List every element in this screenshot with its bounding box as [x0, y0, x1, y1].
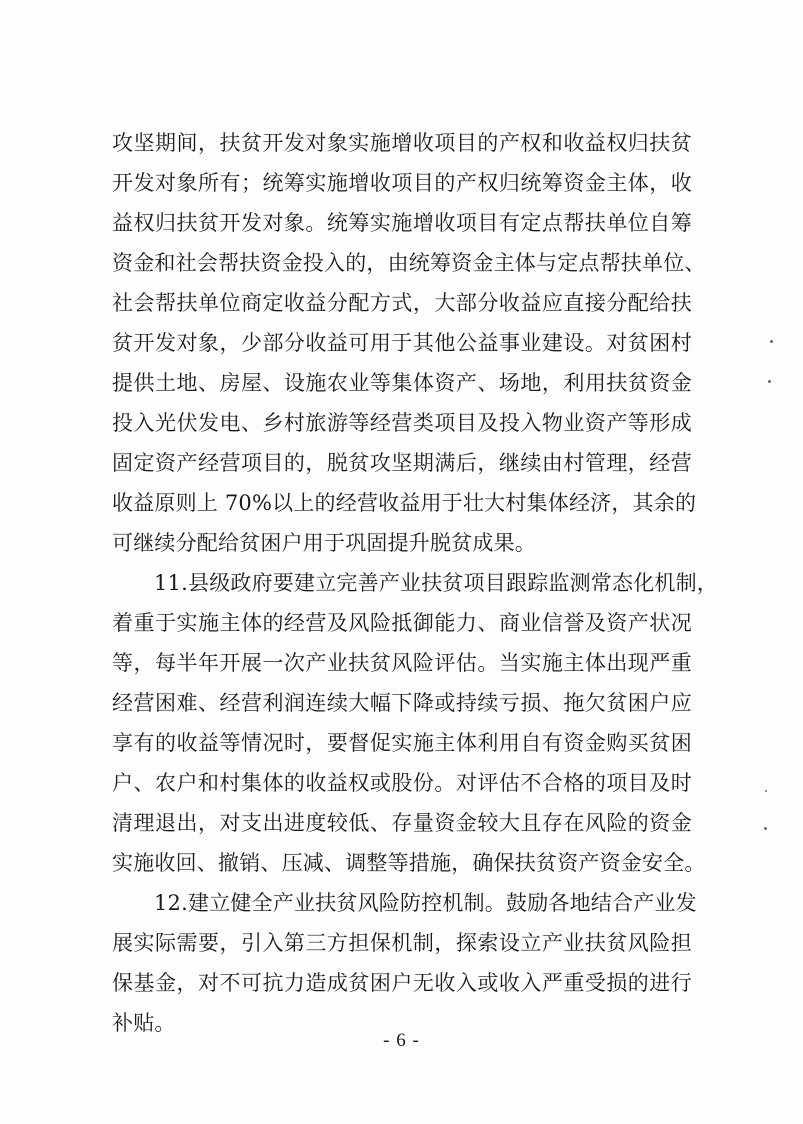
text-line: 贫开发对象，少部分收益可用于其他公益事业建设。对贫困村	[112, 331, 692, 355]
scan-speck	[768, 380, 771, 383]
text-line: 可继续分配给贫困户用于巩固提升脱贫成果。	[112, 531, 536, 555]
text-line: 等，每半年开展一次产业扶贫风险评估。当实施主体出现严重	[112, 651, 692, 675]
scan-speck	[770, 340, 773, 343]
text-line: 展实际需要，引入第三方担保机制，探索设立产业扶贫风险担	[112, 931, 692, 955]
paragraph-12-first-line: 12.建立健全产业扶贫风险防控机制。鼓励各地结合产业发	[154, 891, 697, 915]
text-line: 投入光伏发电、乡村旅游等经营类项目及投入物业资产等形成	[112, 411, 692, 435]
text-line: 户、农户和村集体的收益权或股份。对评估不合格的项目及时	[112, 771, 692, 795]
text-line: 攻坚期间，扶贫开发对象实施增收项目的产权和收益权归扶贫	[112, 131, 692, 155]
text-line: 提供土地、房屋、设施农业等集体资产、场地，利用扶贫资金	[112, 371, 692, 395]
text-line: 固定资产经营项目的，脱贫攻坚期满后，继续由村管理，经营	[112, 451, 692, 475]
page-number: - 6 -	[383, 1030, 420, 1051]
text-line: 益权归扶贫开发对象。统筹实施增收项目有定点帮扶单位自筹	[112, 211, 692, 235]
text-line: 收益原则上 70%以上的经营收益用于壮大村集体经济，其余的	[112, 491, 697, 515]
text-line: 清理退出，对支出进度较低、存量资金较大且存在风险的资金	[112, 811, 692, 835]
text-line: 补贴。	[112, 1011, 176, 1035]
text-line: 实施收回、撤销、压减、调整等措施，确保扶贫资产资金安全。	[112, 851, 706, 875]
scan-speck	[764, 827, 767, 830]
text-line: 保基金，对不可抗力造成贫困户无收入或收入严重受损的进行	[112, 971, 692, 995]
text-line: 开发对象所有；统筹实施增收项目的产权归统筹资金主体，收	[112, 171, 692, 195]
text-line: 享有的收益等情况时，要督促实施主体利用自有资金购买贫困	[112, 731, 692, 755]
text-line: 着重于实施主体的经营及风险抵御能力、商业信誉及资产状况	[112, 611, 692, 635]
paragraph-11-first-line: 11.县级政府要建立完善产业扶贫项目跟踪监测常态化机制，	[154, 571, 718, 595]
scan-speck	[765, 790, 767, 792]
text-line: 社会帮扶单位商定收益分配方式，大部分收益应直接分配给扶	[112, 291, 692, 315]
text-line: 经营困难、经营利润连续大幅下降或持续亏损、拖欠贫困户应	[112, 691, 692, 715]
text-line: 资金和社会帮扶资金投入的，由统筹资金主体与定点帮扶单位、	[112, 251, 706, 275]
